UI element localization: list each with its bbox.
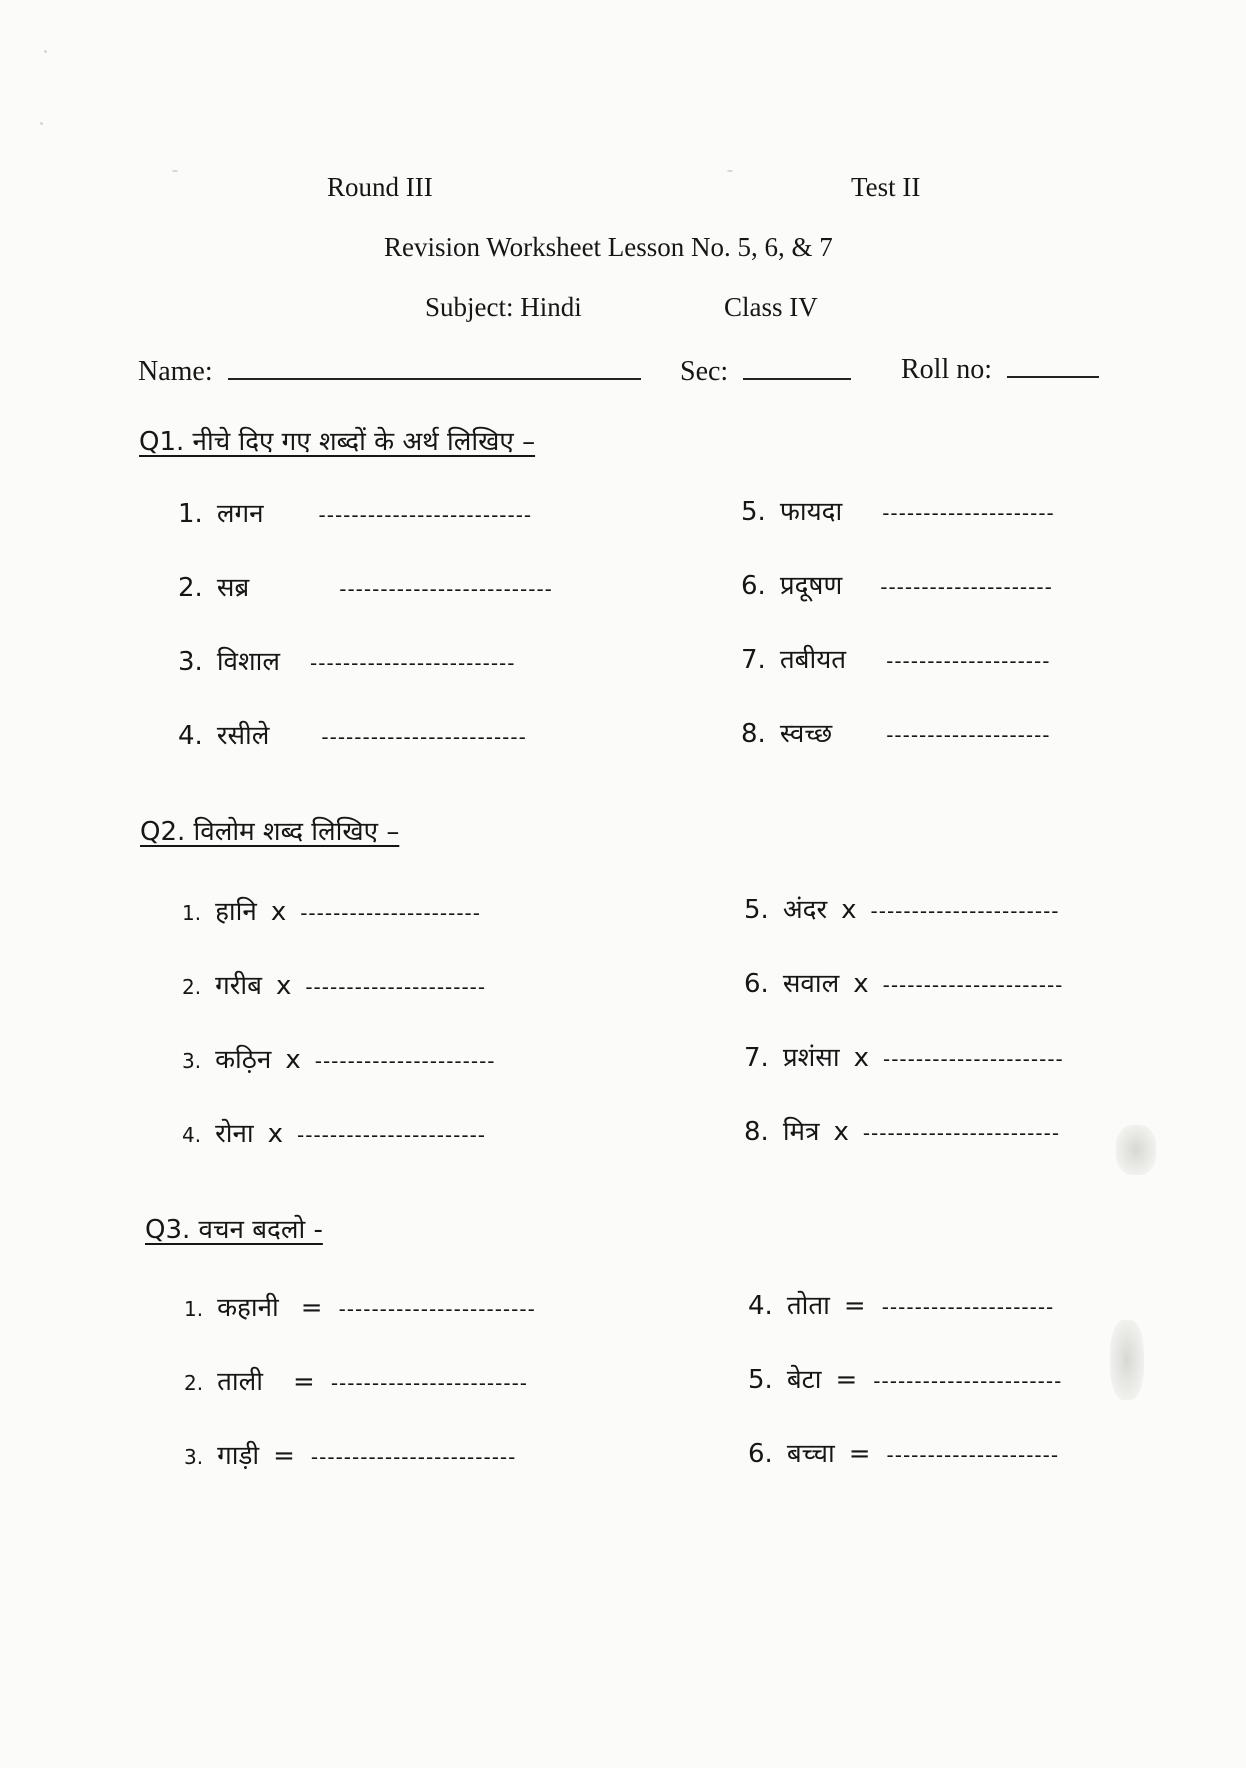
- answer-line[interactable]: -------------------------: [310, 1445, 517, 1469]
- answer-line[interactable]: ------------------------: [338, 1297, 536, 1321]
- q2-item-1: [182, 892, 481, 928]
- item-word: गरीब: [215, 971, 262, 1001]
- answer-line[interactable]: --------------------: [886, 649, 1051, 673]
- name-blank-line[interactable]: [228, 352, 641, 380]
- item-word: हानि: [215, 897, 257, 927]
- item-word: लगन: [216, 499, 264, 529]
- q2-item-3: [182, 1040, 496, 1076]
- opposite-x-mark: x: [841, 895, 857, 925]
- q1-item-3: [178, 642, 515, 678]
- opposite-x-mark: x: [833, 1117, 849, 1147]
- item-word: विशाल: [216, 647, 281, 677]
- worksheet-title: Revision Worksheet Lesson No. 5, 6, & 7: [384, 232, 833, 262]
- opposite-x-mark: x: [267, 1119, 284, 1149]
- item-number: 4.: [178, 721, 203, 751]
- roll-field: [901, 350, 1099, 386]
- opposite-x-mark: x: [853, 1043, 869, 1073]
- item-word: सब्र: [216, 573, 250, 603]
- item-number: 5.: [744, 895, 769, 925]
- item-word: स्वच्छ: [779, 719, 833, 749]
- q2-item-7: [744, 1038, 1064, 1074]
- item-word: सवाल: [782, 969, 840, 999]
- equals-sign: =: [273, 1441, 295, 1471]
- q3-item-1: [184, 1288, 536, 1324]
- subject-label: Subject: Hindi: [425, 292, 582, 322]
- item-number: 5.: [741, 497, 766, 527]
- answer-line[interactable]: -------------------------: [321, 725, 527, 749]
- item-number: 3.: [184, 1445, 204, 1469]
- answer-line[interactable]: -----------------------: [870, 899, 1060, 923]
- q2-item-8: [744, 1112, 1060, 1148]
- sec-label: Sec:: [680, 356, 729, 387]
- answer-line[interactable]: --------------------: [886, 723, 1051, 747]
- item-word: बच्चा: [786, 1439, 835, 1469]
- item-number: 2.: [178, 573, 203, 603]
- q1-item-8: [741, 714, 1051, 750]
- answer-line[interactable]: ---------------------: [880, 575, 1053, 599]
- item-number: 7.: [741, 645, 766, 675]
- answer-line[interactable]: --------------------------: [339, 577, 553, 601]
- answer-line[interactable]: ----------------------: [300, 901, 481, 925]
- opposite-x-mark: x: [275, 971, 292, 1001]
- item-word: रसीले: [216, 721, 270, 751]
- item-word: फायदा: [779, 497, 843, 527]
- answer-line[interactable]: ----------------------: [883, 1047, 1064, 1071]
- item-number: 3.: [182, 1049, 202, 1073]
- item-word: तबीयत: [779, 645, 847, 675]
- item-number: 1.: [178, 499, 203, 529]
- equals-sign: =: [835, 1365, 858, 1395]
- q2-item-6: [744, 964, 1063, 1000]
- answer-line[interactable]: ---------------------: [881, 1295, 1055, 1319]
- equals-sign: =: [848, 1439, 871, 1469]
- q2-item-4: [182, 1114, 486, 1150]
- item-word: मित्र: [782, 1117, 820, 1147]
- scan-smudge: [1116, 1125, 1156, 1175]
- q1-item-6: [741, 566, 1053, 602]
- item-number: 6.: [748, 1439, 773, 1469]
- q1-item-4: [178, 716, 527, 752]
- sec-blank-line[interactable]: [743, 352, 851, 380]
- q2-item-5: [744, 890, 1060, 926]
- item-number: 3.: [178, 647, 203, 677]
- q1-item-7: [741, 640, 1050, 676]
- item-number: 6.: [741, 571, 766, 601]
- q3-item-5: [748, 1360, 1062, 1396]
- item-word: रोना: [215, 1119, 254, 1149]
- item-number: 1.: [182, 901, 202, 925]
- name-field: [138, 352, 641, 388]
- q2-title: Q2. विलोम शब्द लिखिए –: [140, 817, 400, 847]
- opposite-x-mark: x: [853, 969, 869, 999]
- item-word: प्रदूषण: [779, 571, 843, 601]
- item-number: 2.: [182, 975, 202, 999]
- answer-line[interactable]: --------------------------: [318, 503, 533, 527]
- q1-title: Q1. नीचे दिए गए शब्दों के अर्थ लिखिए –: [139, 427, 536, 457]
- q3-item-3: [184, 1436, 516, 1472]
- scan-speck: [172, 170, 178, 172]
- q1-item-1: [178, 494, 532, 530]
- q2-item-2: [182, 966, 486, 1002]
- opposite-x-mark: x: [285, 1045, 301, 1075]
- item-number: 4.: [748, 1291, 773, 1321]
- item-word: अंदर: [782, 895, 828, 925]
- answer-line[interactable]: ------------------------: [862, 1121, 1061, 1145]
- item-number: 1.: [184, 1297, 204, 1321]
- answer-line[interactable]: -------------------------: [310, 651, 516, 675]
- item-word: प्रशंसा: [782, 1043, 840, 1073]
- item-word: कहानी: [217, 1293, 279, 1323]
- answer-line[interactable]: ----------------------: [305, 975, 487, 999]
- answer-line[interactable]: -----------------------: [873, 1369, 1063, 1393]
- item-word: बेटा: [786, 1365, 822, 1395]
- item-number: 4.: [182, 1123, 202, 1147]
- sec-field: [680, 352, 851, 388]
- answer-line[interactable]: ----------------------: [314, 1049, 496, 1073]
- equals-sign: =: [293, 1367, 315, 1397]
- q3-item-4: [748, 1286, 1054, 1322]
- equals-sign: =: [300, 1293, 323, 1323]
- answer-line[interactable]: ---------------------: [886, 1443, 1060, 1467]
- item-word: गाड़ी: [217, 1441, 260, 1471]
- scan-speck: [44, 50, 47, 53]
- item-number: 5.: [748, 1365, 773, 1395]
- item-number: 8.: [744, 1117, 769, 1147]
- answer-line[interactable]: ---------------------: [882, 501, 1055, 525]
- equals-sign: =: [843, 1291, 866, 1321]
- name-label: Name:: [138, 356, 213, 387]
- item-number: 8.: [741, 719, 766, 749]
- item-number: 7.: [744, 1043, 769, 1073]
- q1-item-2: [178, 568, 553, 604]
- item-word: ताली: [217, 1367, 264, 1397]
- item-number: 6.: [744, 969, 769, 999]
- q3-item-6: [748, 1434, 1059, 1470]
- answer-line[interactable]: ----------------------: [882, 973, 1064, 997]
- roll-label: Roll no:: [901, 354, 993, 385]
- q1-item-5: [741, 492, 1055, 528]
- answer-line[interactable]: -----------------------: [297, 1123, 487, 1147]
- roll-blank-line[interactable]: [1007, 350, 1099, 378]
- item-number: 2.: [184, 1371, 204, 1395]
- round-label: Round III: [327, 172, 433, 202]
- scan-speck: [40, 122, 43, 125]
- answer-line[interactable]: ------------------------: [330, 1371, 529, 1395]
- opposite-x-mark: x: [270, 897, 287, 927]
- q3-title: Q3. वचन बदलो -: [145, 1215, 323, 1245]
- class-label: Class IV: [724, 292, 818, 322]
- item-word: तोता: [786, 1291, 830, 1321]
- test-label: Test II: [851, 172, 921, 202]
- scan-smudge: [1110, 1320, 1144, 1400]
- scan-speck: [727, 170, 733, 172]
- q3-item-2: [184, 1362, 528, 1398]
- item-word: कठ़िन: [215, 1045, 272, 1075]
